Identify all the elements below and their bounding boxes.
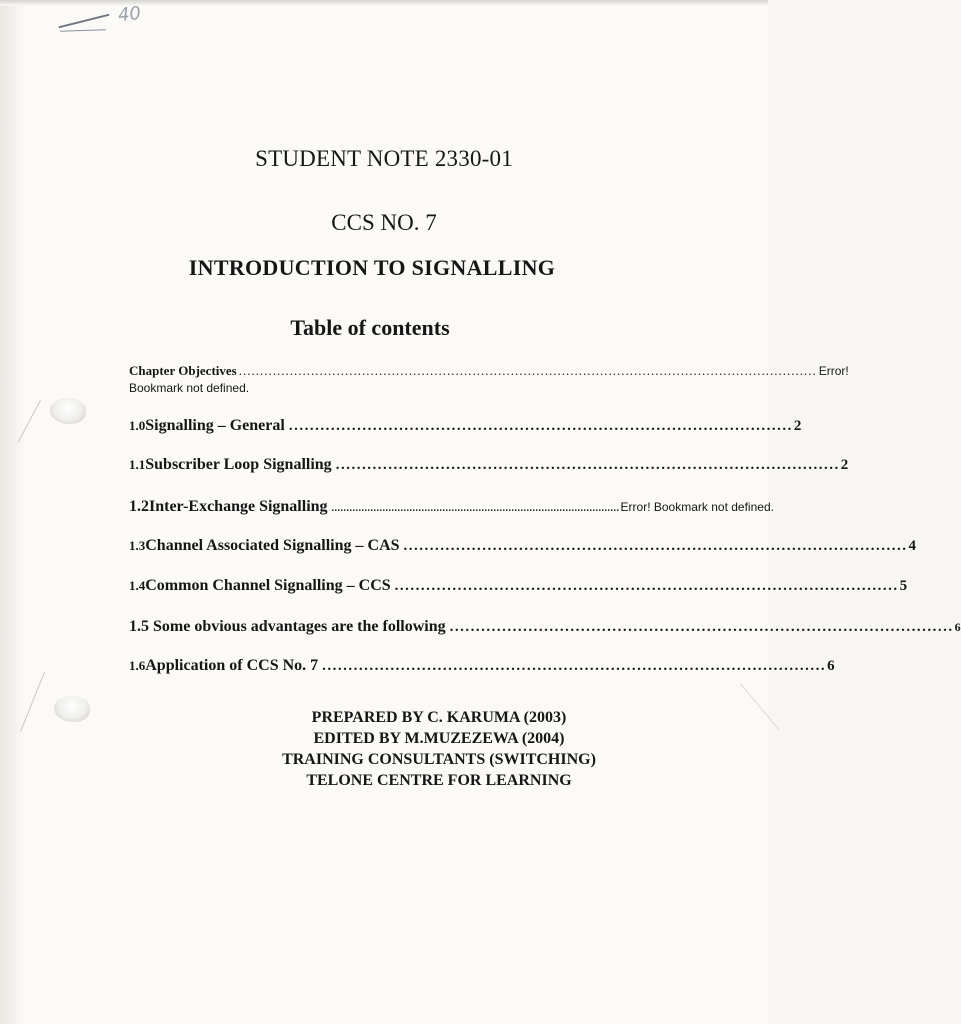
credit-line: TRAINING CONSULTANTS (SWITCHING) [282,751,596,768]
toc-entry-page: Error! Bookmark not defined. [620,500,774,514]
toc-entry-number: 1.6 [129,658,146,673]
punch-hole [54,696,90,722]
punch-hole [50,398,86,424]
toc-entry-page: Error! [818,364,849,378]
toc-entry[interactable] [129,537,917,555]
document-title: INTRODUCTION TO SIGNALLING [188,255,556,280]
toc-entry-title: Inter-Exchange Signalling [149,498,328,515]
toc-entry-number: 1.5 [129,618,149,635]
toc-entry-number: 1.1 [129,457,146,472]
toc-entry-page: 5 [899,578,908,594]
handwritten-mark: 40 [116,2,142,27]
pen-stroke-mark [59,14,110,29]
toc-entry-page: 6 [827,658,835,674]
credit-line: TELONE CENTRE FOR LEARNING [306,772,572,789]
page-top-edge-shadow [0,0,768,6]
toc-leader-dots: ................................................................................................ [394,578,899,594]
toc-entry[interactable] [129,456,849,474]
toc-entry[interactable] [129,577,908,595]
document-number: STUDENT NOTE 2330-01 [255,146,513,171]
toc-entry-objectives[interactable] [129,362,849,397]
toc-leader-dots: ................................................................................................ [331,503,620,514]
toc-leader-dots: ................................................................................................ [449,619,954,635]
toc-entry-page-continued: Bookmark not defined. [129,381,250,395]
toc-entry-number: 1.3 [129,538,146,553]
paper-crease [740,683,779,730]
toc-leader-dots: ........................................................................................................................................ [238,363,817,378]
pen-stroke-mark [60,29,106,32]
toc-leader-dots: ................................................................................................ [288,418,793,434]
toc-entry-number: 1.4 [129,578,146,593]
toc-heading: Table of contents [290,315,450,340]
toc-entry-number: 1.0 [129,418,146,433]
toc-entry-title: Chapter Objectives [129,363,237,378]
toc-entry-title: Signalling – General [145,417,285,434]
toc-entry-title: Common Channel Signalling – CCS [145,577,391,594]
credit-line: PREPARED BY C. KARUMA (2003) [311,709,567,726]
toc-entry-page: 4 [908,538,917,554]
toc-leader-dots: ................................................................................................ [403,538,908,554]
toc-entry-page: 6 [954,620,961,634]
toc-entry-page: 2 [840,457,849,473]
credit-line: EDITED BY M.MUZEZEWA (2004) [313,730,565,747]
toc-leader-dots: ................................................................................................ [335,457,840,473]
toc-entry[interactable] [129,417,802,435]
credits-block [264,707,614,791]
document-subtitle: CCS NO. 7 [331,210,437,235]
toc-entry-title: Channel Associated Signalling – CAS [145,537,400,554]
toc-entry[interactable] [129,657,835,675]
toc-entry[interactable] [129,498,774,516]
toc-entry[interactable] [129,618,961,636]
toc-entry-number: 1.2 [129,498,149,515]
toc-entry-page: 2 [793,418,802,434]
toc-entry-title: Subscriber Loop Signalling [145,456,332,473]
toc-entry-title: Some obvious advantages are the following [153,618,446,635]
toc-entry-title: Application of CCS No. 7 [145,657,319,674]
toc-leader-dots: ................................................................................................ [322,658,827,674]
